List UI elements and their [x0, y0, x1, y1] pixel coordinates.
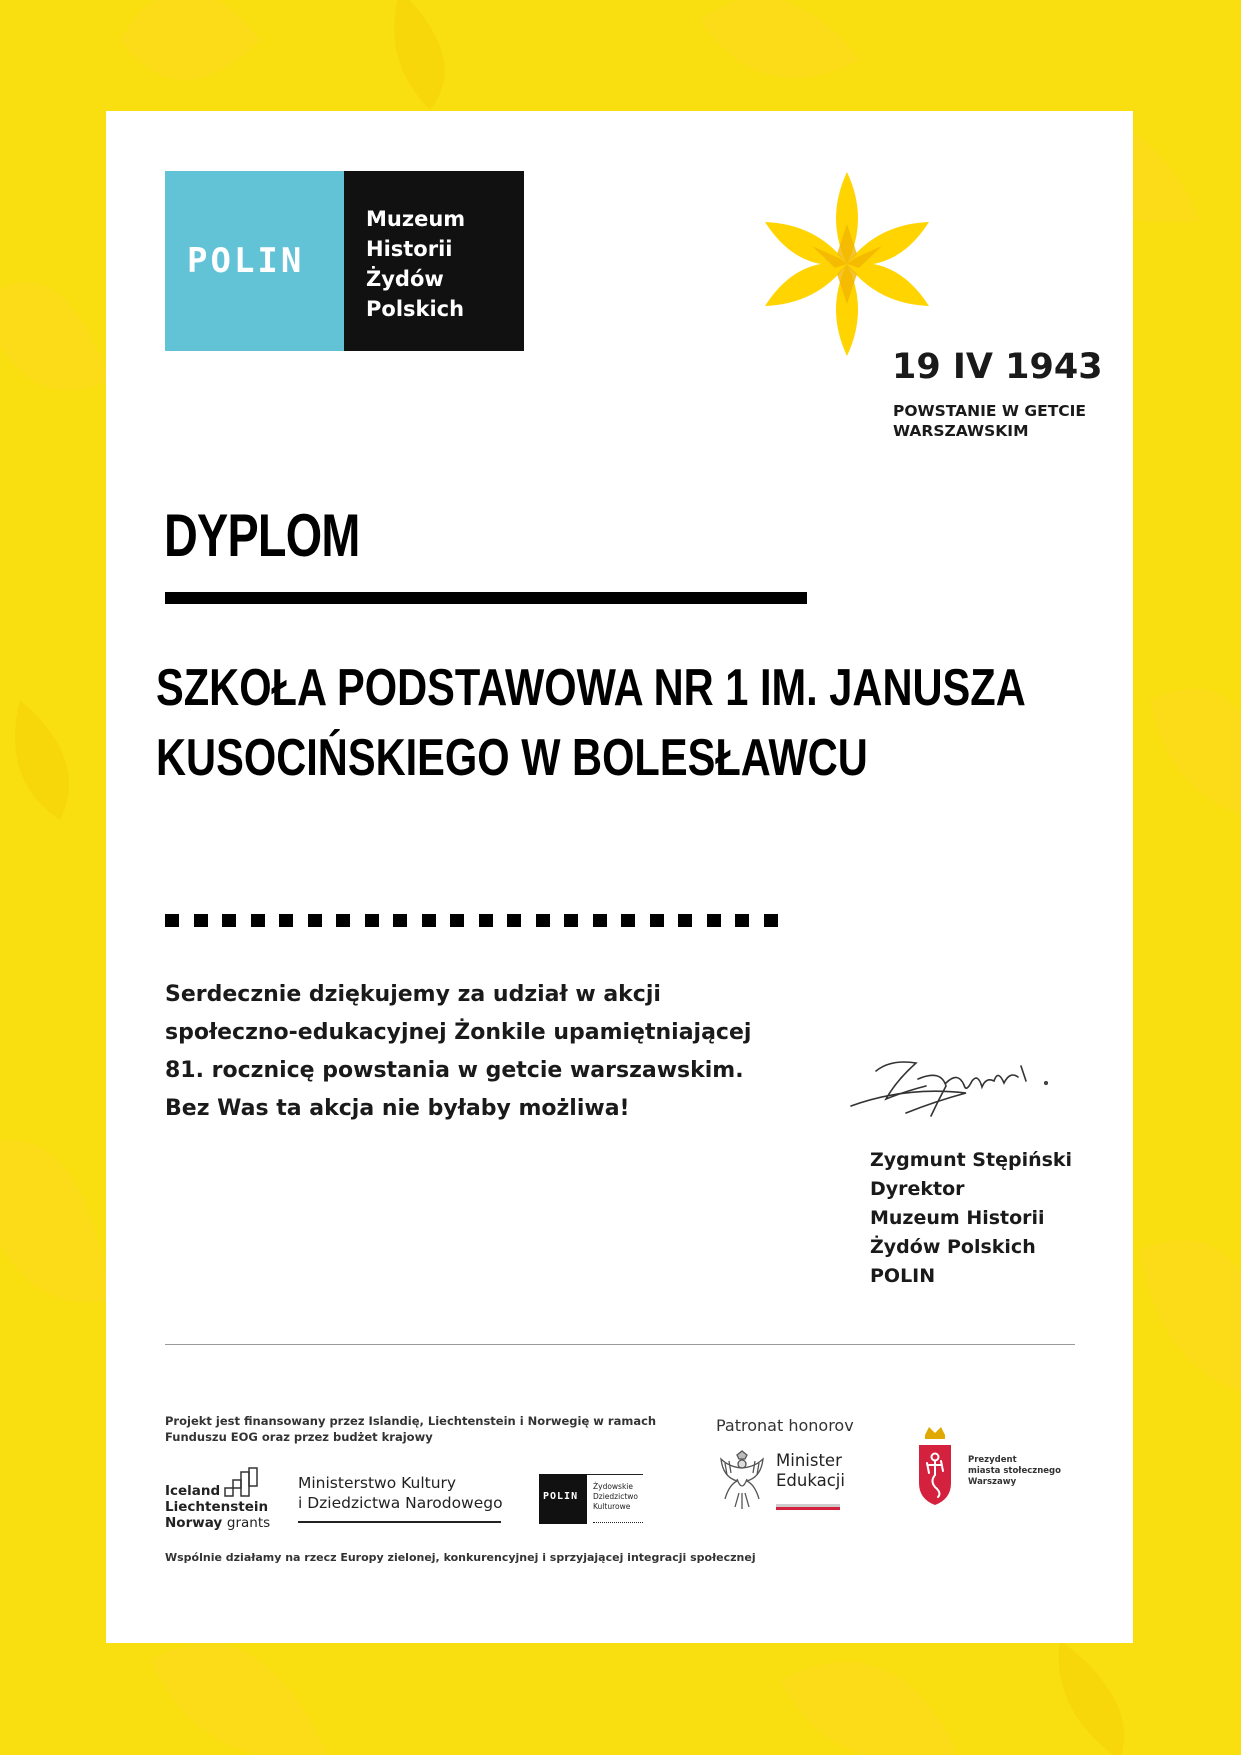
- eea-grants-line: Iceland: [165, 1483, 221, 1499]
- thank-you-message: [165, 976, 751, 1128]
- polin-logo-line: Historii: [366, 237, 453, 261]
- divider-dot: [222, 914, 236, 927]
- polin-logo-text: [366, 204, 465, 324]
- minister-line: Edukacji: [776, 1471, 845, 1490]
- divider-dot: [279, 914, 293, 927]
- divider-dot: [650, 914, 664, 927]
- warsaw-mayor-line: Prezydent: [968, 1455, 1017, 1465]
- eea-grants-word: grants: [226, 1515, 271, 1531]
- divider-dot: [564, 914, 578, 927]
- divider-dot: [365, 914, 379, 927]
- polin-heritage-line: Kulturowe: [593, 1502, 631, 1511]
- dotted-divider: [165, 914, 778, 927]
- polin-heritage-text: [593, 1482, 638, 1512]
- divider-dot: [764, 914, 778, 927]
- polin-heritage-dotted-line: [593, 1522, 643, 1523]
- ministry-underline: [298, 1521, 501, 1523]
- eea-grants-text: [165, 1483, 270, 1531]
- divider-dot: [479, 914, 493, 927]
- funding-note-line: Projekt jest finansowany przez Islandię, Liechtenstein i Norwegię w ramach: [165, 1414, 657, 1428]
- polin-logo-line: Muzeum: [366, 207, 466, 231]
- eea-grants-logo: [165, 1466, 277, 1536]
- divider-dot: [507, 914, 521, 927]
- thank-you-line: 81. rocznicę powstania w getcie warszawskim.: [165, 1058, 744, 1083]
- signer-line: Żydów Polskich: [870, 1236, 1036, 1258]
- polin-logo-line: Żydów: [366, 267, 444, 291]
- thank-you-line: Bez Was ta akcja nie byłaby możliwa!: [165, 1096, 630, 1121]
- recipient-name-line: SZKOŁA PODSTAWOWA NR 1 IM. JANUSZA: [156, 659, 1026, 717]
- signer-block: [870, 1146, 1072, 1291]
- warsaw-mayor-line: Warszawy: [968, 1477, 1017, 1487]
- ministry-line: i Dziedzictwa Narodowego: [298, 1494, 503, 1512]
- honorary-patronage-label: Patronat honorov: [716, 1416, 854, 1435]
- polin-heritage-word: POLIN: [543, 1491, 579, 1502]
- polin-logo-word: POLIN: [187, 241, 305, 281]
- minister-line: Minister: [776, 1451, 842, 1470]
- warsaw-coat-of-arms-icon: [916, 1425, 954, 1509]
- polish-eagle-icon: [717, 1449, 767, 1513]
- polin-logo-blue-panel: [165, 171, 344, 351]
- polin-logo-black-panel: [344, 171, 524, 351]
- signer-line: Zygmunt Stępiński: [870, 1149, 1073, 1171]
- uprising-caption-line: WARSZAWSKIM: [893, 422, 1029, 440]
- polin-logo: [165, 171, 524, 351]
- footer-divider: [165, 1344, 1075, 1345]
- daffodil-icon: [762, 171, 932, 356]
- divider-dot: [422, 914, 436, 927]
- recipient-name-line: KUSOCIŃSKIEGO W BOLESŁAWCU: [156, 729, 868, 787]
- title-underline: [165, 592, 807, 604]
- divider-dot: [593, 914, 607, 927]
- divider-dot: [308, 914, 322, 927]
- minister-of-education-logo: [776, 1451, 845, 1491]
- recipient-name: [156, 653, 1026, 793]
- ministry-line: Ministerstwo Kultury: [298, 1474, 457, 1492]
- polin-heritage-line: Żydowskie: [593, 1482, 634, 1491]
- funding-note-line: Funduszu EOG oraz przez budżet krajowy: [165, 1430, 433, 1444]
- polin-heritage-line: Dziedzictwo: [593, 1492, 638, 1501]
- divider-dot: [336, 914, 350, 927]
- polin-logo-line: Polskich: [366, 297, 465, 321]
- eea-grants-line: Liechtenstein: [165, 1499, 269, 1515]
- eea-norway: Norway: [165, 1515, 223, 1531]
- signer-line: POLIN: [870, 1265, 936, 1287]
- eu-cooperation-note: Wspólnie działamy na rzecz Europy zielonej, konkurencyjnej i sprzyjającej integracji społecznej: [165, 1551, 756, 1564]
- divider-dot: [450, 914, 464, 927]
- ministry-of-culture-logo: [298, 1473, 503, 1513]
- divider-dot: [393, 914, 407, 927]
- warsaw-mayor-line: miasta stołecznego: [968, 1466, 1061, 1476]
- uprising-caption-line: POWSTANIE W GETCIE: [893, 402, 1086, 420]
- signer-line: Dyrektor: [870, 1178, 965, 1200]
- divider-dot: [678, 914, 692, 927]
- uprising-date: 19 IV 1943: [892, 347, 1103, 387]
- handwritten-signature: [846, 1041, 1056, 1131]
- eea-grants-line: [165, 1515, 270, 1531]
- divider-dot: [735, 914, 749, 927]
- diploma-sheet: [106, 111, 1133, 1643]
- signer-line: Muzeum Historii: [870, 1207, 1045, 1229]
- divider-dot: [536, 914, 550, 927]
- polin-heritage-top-line: [587, 1474, 643, 1475]
- polish-flag-stripe: [776, 1504, 840, 1510]
- thank-you-line: Serdecznie dziękujemy za udział w akcji: [165, 982, 661, 1007]
- warsaw-mayor-logo-text: [968, 1455, 1061, 1488]
- diploma-title: DYPLOM: [164, 502, 360, 569]
- divider-dot: [194, 914, 208, 927]
- divider-dot: [707, 914, 721, 927]
- polin-heritage-logo: [539, 1474, 643, 1524]
- thank-you-line: społeczno-edukacyjnej Żonkile upamiętniającej: [165, 1020, 752, 1045]
- divider-dot: [621, 914, 635, 927]
- polin-heritage-box: [539, 1474, 587, 1524]
- divider-dot: [165, 914, 179, 927]
- funding-note: [165, 1413, 656, 1445]
- divider-dot: [251, 914, 265, 927]
- uprising-caption: [893, 401, 1086, 441]
